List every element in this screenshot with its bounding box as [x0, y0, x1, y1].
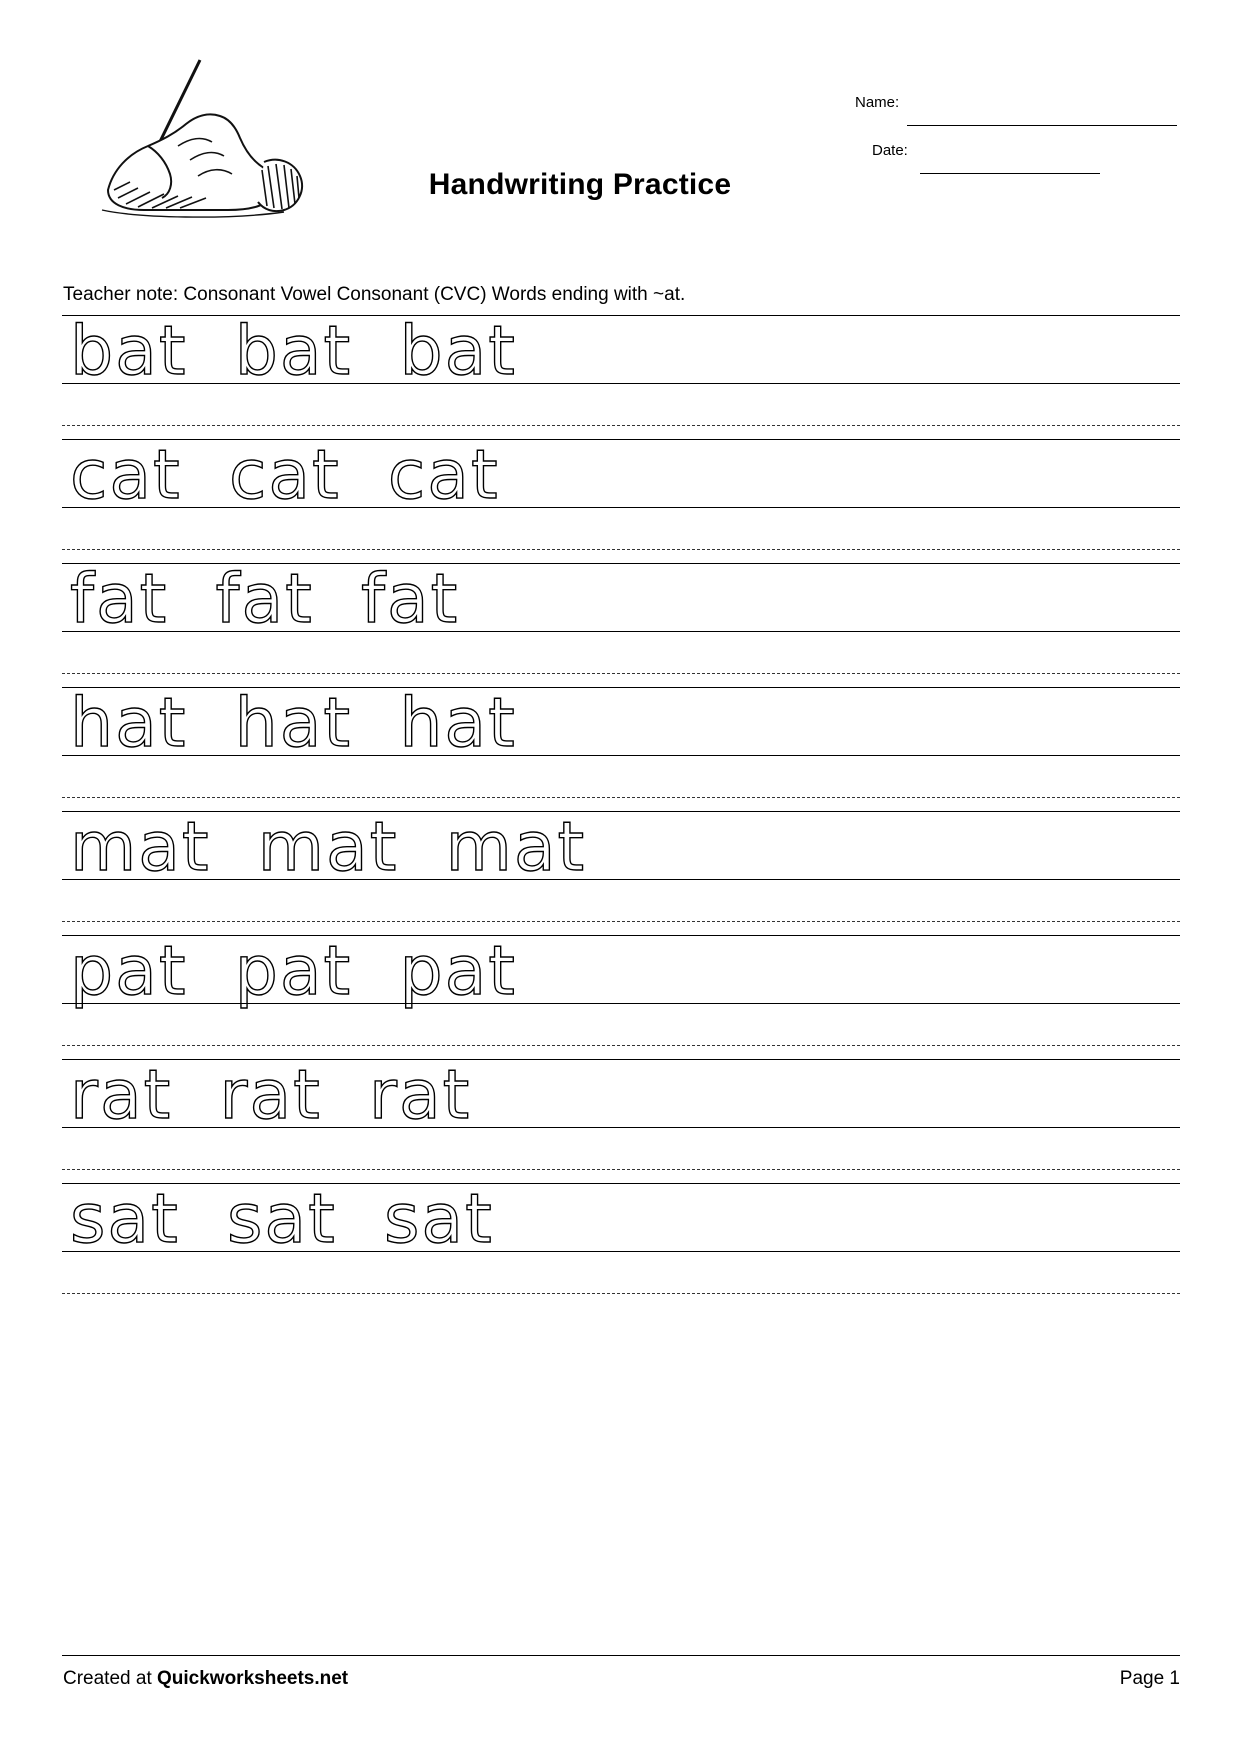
- practice-row[interactable]: [62, 1180, 1180, 1307]
- page-number: Page 1: [1119, 1668, 1180, 1689]
- name-date-block: [855, 90, 1185, 186]
- date-input-line[interactable]: [920, 172, 1100, 174]
- trace-word-rat: rat rat rat: [70, 1056, 472, 1135]
- guide-line-descender: [62, 549, 1180, 550]
- guide-line-descender: [62, 1293, 1180, 1294]
- practice-row[interactable]: [62, 312, 1180, 439]
- trace-word-hat: hat hat hat: [70, 684, 517, 763]
- name-label: Name:: [855, 94, 900, 111]
- practice-lines: [62, 312, 1180, 1307]
- practice-row[interactable]: [62, 436, 1180, 563]
- name-input-line[interactable]: [907, 124, 1177, 126]
- practice-row[interactable]: [62, 932, 1180, 1059]
- footer-credit-brand[interactable]: Quickworksheets.net: [157, 1668, 349, 1689]
- footer-credit-prefix: Created at: [63, 1668, 157, 1689]
- page-title: Handwriting Practice: [428, 168, 732, 201]
- teacher-note: Teacher note: Consonant Vowel Consonant (CVC) Words ending with ~at.: [63, 284, 686, 305]
- trace-word-mat: mat mat mat: [70, 808, 587, 887]
- date-label: Date:: [872, 142, 908, 159]
- trace-word-bat: bat bat bat: [70, 312, 517, 391]
- practice-row[interactable]: [62, 684, 1180, 811]
- guide-line-descender: [62, 921, 1180, 922]
- footer-credit: [63, 1668, 348, 1690]
- hand-writing-with-pen-icon: [78, 50, 308, 225]
- guide-line-descender: [62, 797, 1180, 798]
- footer-divider: [62, 1655, 1180, 1656]
- guide-line-descender: [62, 1169, 1180, 1170]
- guide-line-descender: [62, 673, 1180, 674]
- practice-row[interactable]: [62, 1056, 1180, 1183]
- trace-word-cat: cat cat cat: [70, 436, 500, 515]
- worksheet-header: [60, 40, 1180, 230]
- trace-word-fat: fat fat fat: [70, 560, 460, 639]
- trace-word-pat: pat pat pat: [70, 932, 517, 1011]
- guide-line-descender: [62, 425, 1180, 426]
- date-field-row: [855, 138, 1185, 186]
- practice-row[interactable]: [62, 808, 1180, 935]
- guide-line-descender: [62, 1045, 1180, 1046]
- practice-row[interactable]: [62, 560, 1180, 687]
- name-field-row: [855, 90, 1185, 138]
- trace-word-sat: sat sat sat: [70, 1180, 494, 1259]
